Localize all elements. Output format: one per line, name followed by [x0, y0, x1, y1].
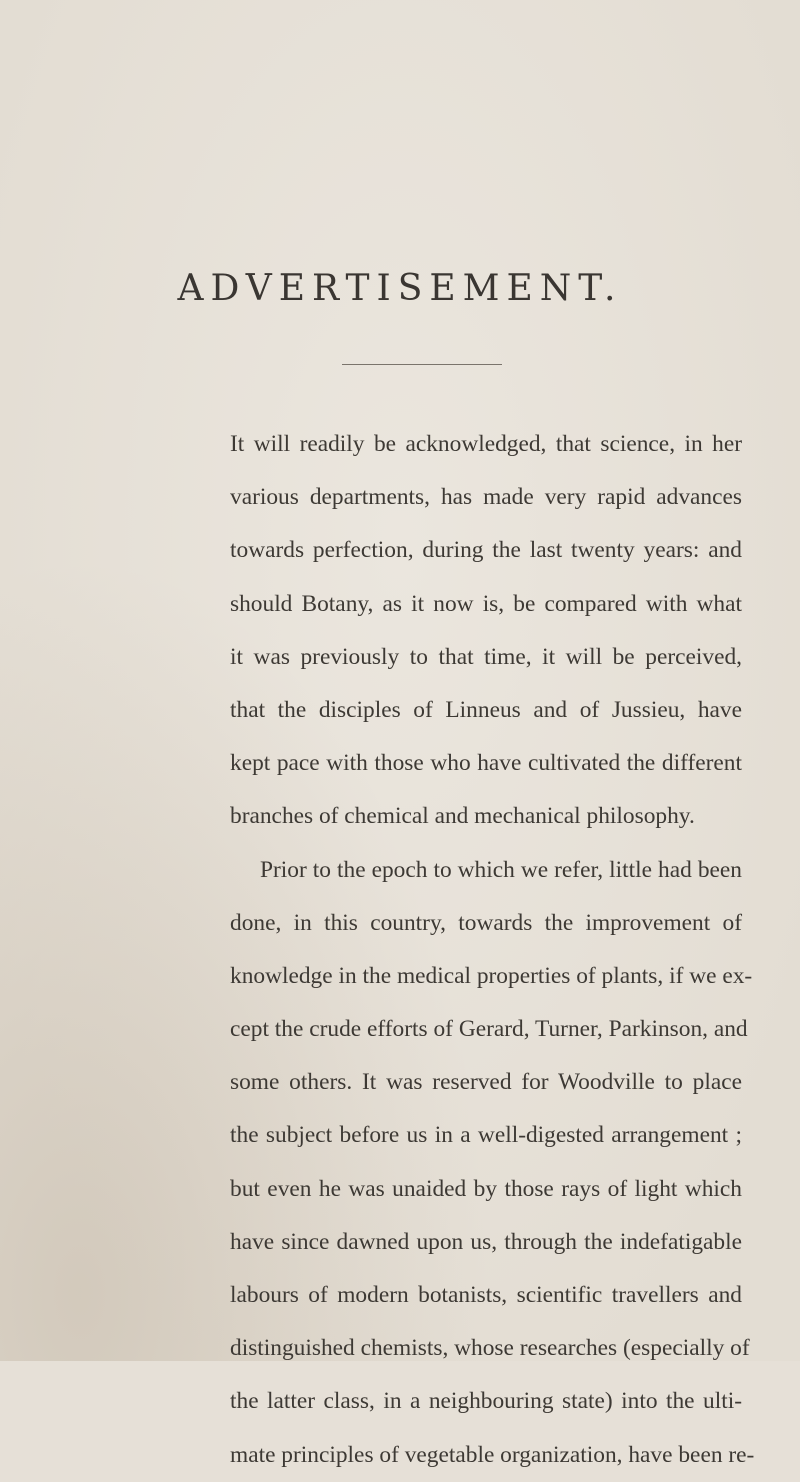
text-line: should Botany, as it now is, be compared with what [230, 590, 742, 617]
text-line: the subject before us in a well-digested arrangement ; [230, 1122, 742, 1149]
text-line: cept the crude efforts of Gerard, Turner, Parkinson, and [230, 1016, 748, 1043]
text-line: but even he was unaided by those rays of light which [230, 1175, 742, 1202]
text-line: it was previously to that time, it will be perceived, [230, 643, 742, 670]
text-line: the latter class, in a neighbouring state) into the ulti- [230, 1388, 742, 1415]
text-line: that the disciples of Linneus and of Jussieu, have [230, 696, 742, 723]
text-line: some others. It was reserved for Woodville to place [230, 1069, 742, 1096]
paragraph-1 [230, 418, 742, 844]
body-text [230, 418, 755, 1482]
heading-rule [342, 364, 502, 365]
text-line: It will readily be acknowledged, that science, in her [230, 431, 742, 457]
text-line: Prior to the epoch to which we refer, little had been [260, 856, 742, 883]
text-line: labours of modern botanists, scientific travellers and [230, 1282, 742, 1308]
page-heading: ADVERTISEMENT. [177, 268, 623, 309]
text-line: mate principles of vegetable organization, have been re- [230, 1441, 755, 1468]
text-line: branches of chemical and mechanical philosophy. [230, 803, 695, 830]
text-line: various departments, has made very rapid advances [230, 484, 742, 511]
text-line: knowledge in the medical properties of plants, if we ex- [230, 962, 753, 989]
text-line: distinguished chemists, whose researches (especially of [230, 1335, 750, 1362]
paragraph-2 [230, 844, 755, 1482]
text-line: kept pace with those who have cultivated the different [230, 750, 742, 777]
text-line: have since dawned upon us, through the indefatigable [230, 1228, 742, 1255]
text-line: done, in this country, towards the improvement of [230, 909, 742, 936]
text-line: towards perfection, during the last twenty years: and [230, 537, 742, 564]
